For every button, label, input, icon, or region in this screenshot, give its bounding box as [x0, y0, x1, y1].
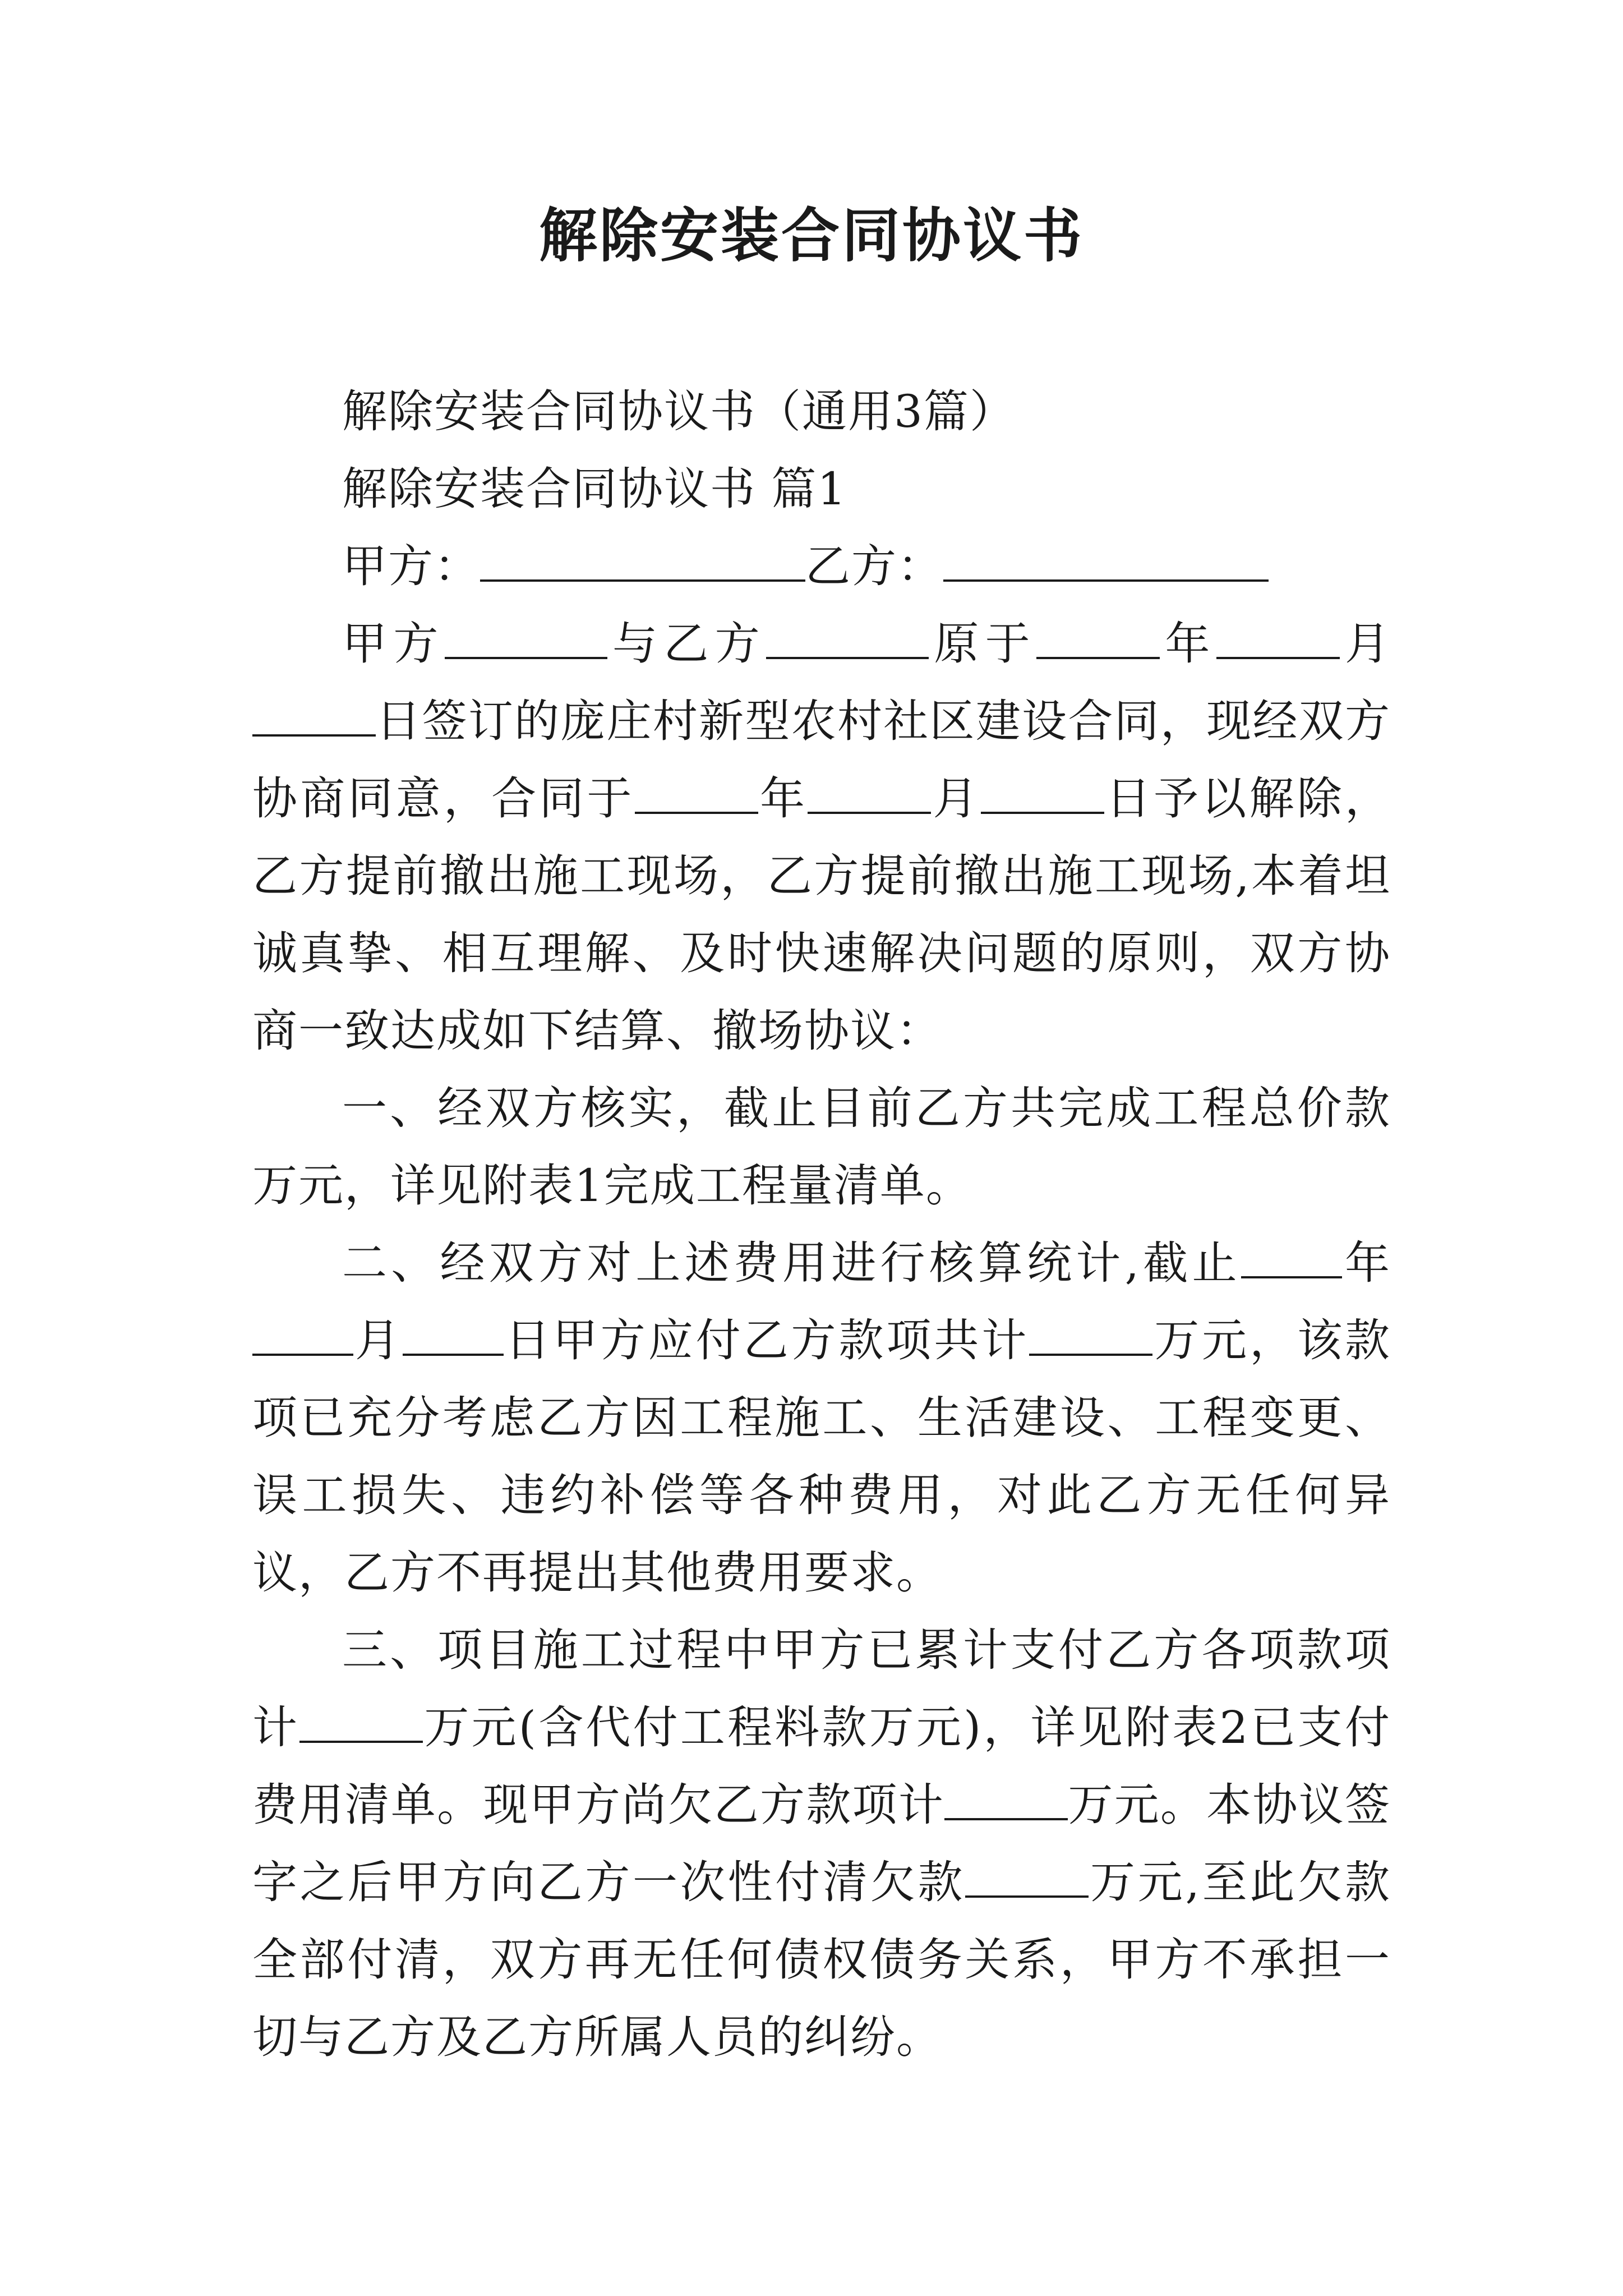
para1-text-6: 日签订的庞庄村新型农村社区建设合同，现经双方协商同意，合同于: [252, 695, 1391, 825]
para3-text-5: 万元，该款项已充分考虑乙方因工程施工、生活建设、工程变更、误工损失、违约补偿等各种费用，对此乙方无任何异议，乙方不再提出其他费用要求。: [252, 1314, 1391, 1599]
party-b-label: 乙方：: [805, 540, 943, 592]
terminate-day-blank: [981, 772, 1104, 814]
para1-text-8: 月: [931, 772, 981, 825]
para1-text-9: 日予以解除，乙方提前撤出施工现场，乙方提前撤出施工现场,本着坦诚真挚、相互理解、及时快速解决问题的原则，双方协商一致达成如下结算、撤场协议：: [252, 772, 1391, 1057]
para4-text-4: 万元,至此欠款全部付清，双方再无任何债权债务关系，甲方不承担一切与乙方及乙方所属人员的纠纷。: [252, 1856, 1391, 2063]
sign-day-blank: [252, 695, 376, 737]
party-a-label: 甲方：: [342, 540, 480, 592]
sign-year-blank: [1036, 618, 1160, 659]
para3-text-2: 年: [1341, 1237, 1391, 1289]
document-body: [252, 373, 1391, 2076]
owed-amount-blank: [944, 1779, 1068, 1820]
para1-text-2: 与乙方: [607, 618, 767, 670]
clause-two: [252, 1225, 1391, 1612]
party-b-name-blank: [766, 618, 929, 659]
document-title: 解除安装合同协议书: [538, 201, 1084, 270]
sign-month-blank: [1216, 618, 1340, 659]
settlement-amount-blank: [965, 1856, 1089, 1898]
section-heading: 解除安装合同协议书 篇1: [342, 463, 847, 515]
para3-text-4: 日甲方应付乙方款项共计: [503, 1314, 1030, 1366]
para1-text-5: 月: [1339, 618, 1391, 670]
para1-text-3: 原于: [929, 618, 1037, 670]
clause-one: 一、经双方核实，截止目前乙方共完成工程总价款万元，详见附表1完成工程量清单。: [252, 1082, 1391, 1212]
party-b-blank: [943, 540, 1269, 582]
para3-text-1: 二、经双方对上述费用进行核算统计,截止: [342, 1237, 1241, 1289]
para4-text-2: 万元(含代付工程料款万元)，详见附表2已支付费用清单。现甲方尚欠乙方款项计: [252, 1701, 1391, 1831]
terminate-year-blank: [635, 772, 758, 814]
document-subtitle: 解除安装合同协议书（通用3篇）: [342, 385, 1016, 438]
paid-amount-blank: [299, 1701, 423, 1743]
terminate-month-blank: [808, 772, 931, 814]
paragraph-intro: [252, 605, 1391, 1070]
party-signature-line: [252, 528, 1391, 605]
cutoff-year-blank: [1241, 1237, 1342, 1278]
payable-amount-blank: [1029, 1314, 1152, 1356]
party-a-blank: [480, 540, 805, 582]
para4-text-1: 三、项目施工过程中甲方已累计支付乙方各项款项计: [252, 1624, 1391, 1754]
para1-text-1: 甲方: [342, 618, 445, 670]
para1-text-7: 年: [758, 772, 808, 825]
clause-three: [252, 1612, 1391, 2076]
para3-text-3: 月: [353, 1314, 403, 1366]
para4-text-3: 万元。本协议签字之后甲方向乙方一次性付清欠款: [252, 1779, 1391, 1908]
cutoff-day-blank: [403, 1314, 504, 1356]
party-a-name-blank: [445, 618, 607, 659]
cutoff-month-blank: [252, 1314, 353, 1356]
para1-text-4: 年: [1160, 618, 1216, 670]
